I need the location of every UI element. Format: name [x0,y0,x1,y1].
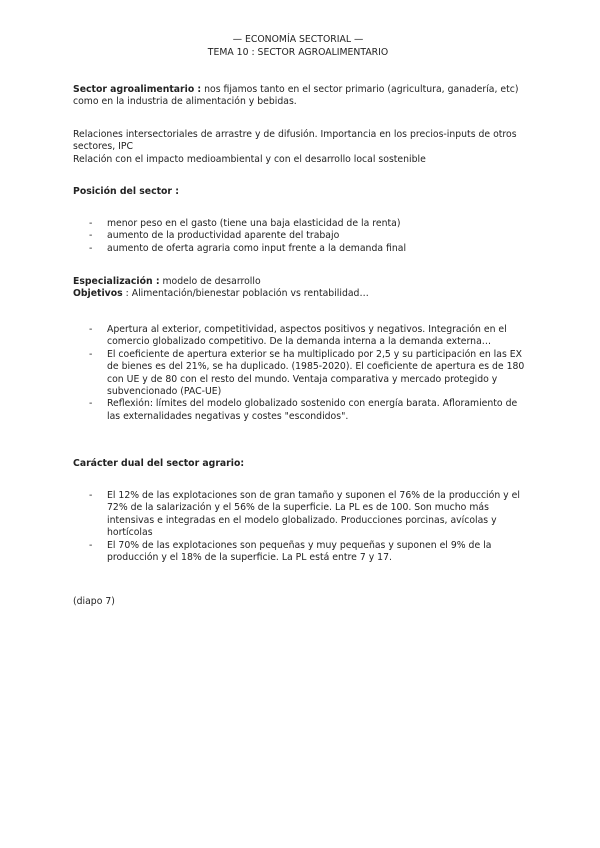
objectives-label: Objetivos [73,288,123,300]
header-topic: TEMA 10 : SECTOR AGROALIMENTARIO [207,46,389,58]
list-item: - aumento de oferta agraria como input frente a la demanda final [89,242,407,254]
list-item: - El 70% de las explotaciones son pequeñas y muy pequeñas y suponen el 9% de la producción y el 18% de la superficie. La PL está entre 7 y 17. [89,539,492,564]
list-item: - Apertura al exterior, competitividad, aspectos positivos y negativos. Integración en el comercio globalizado competitivo. De la demanda interna a la demanda externa… [89,324,507,348]
list-item: - El coeficiente de apertura exterior se ha multiplicado por 2,5 y su participación en las EX de bienes es del 21%, se ha duplicado. (1985-2020). El coeficiente de apertura es de 180 con UE y de 80 con el resto del mundo. Ventaja comparativa y mercado protegido y subvencionado (PAC-UE) [89,348,525,398]
position-heading: Posición del sector : [73,186,179,197]
relations-line-2: Relación con el impacto medioambiental y con el desarrollo local sostenible [73,153,426,165]
list-item: - menor peso en el gasto (tiene una baja elasticidad de la renta) [89,218,401,229]
objectives-text: : Alimentación/bienestar población vs rentabilidad… [122,288,369,300]
header-course: — ECONOMÍA SECTORIAL — [232,34,364,45]
list-item: - aumento de la productividad aparente del trabajo [89,230,340,242]
document-header [68,34,528,59]
dual-list [73,490,533,564]
specialization-paragraph [73,276,533,301]
position-list [73,218,533,255]
list-item: - El 12% de las explotaciones son de gran tamaño y suponen el 76% de la producción y el 72% de la salarización y el 56% de la superficie. La PL es de 100. Son mucho más intensivas e integradas en el modelo globalizado. Producciones porcinas, avícolas y hortícolas [89,490,520,539]
document-page [73,34,533,607]
dual-heading: Carácter dual del sector agrario: [73,458,245,469]
relations-paragraph [73,129,533,166]
intro-text: nos fijamos tanto en el sector primario (agricultura, ganadería, etc) como en la industria de alimentación y bebidas. [73,84,519,108]
slide-note: (diapo 7) [73,596,115,607]
specialization-text: modelo de desarrollo [159,276,261,287]
list-item: - Reflexión: límites del modelo globalizado sostenido con energía barata. Afloramiento de las externalidades negativas y costes "escondidos". [89,398,518,422]
opening-list [73,324,533,423]
specialization-label: Especialización : [73,276,160,287]
intro-label: Sector agroalimentario : [73,84,202,95]
intro-paragraph [73,84,533,109]
relations-line-1: Relaciones intersectoriales de arrastre y de difusión. Importancia en los precios-inputs de otros sectores, IPC [73,129,517,153]
